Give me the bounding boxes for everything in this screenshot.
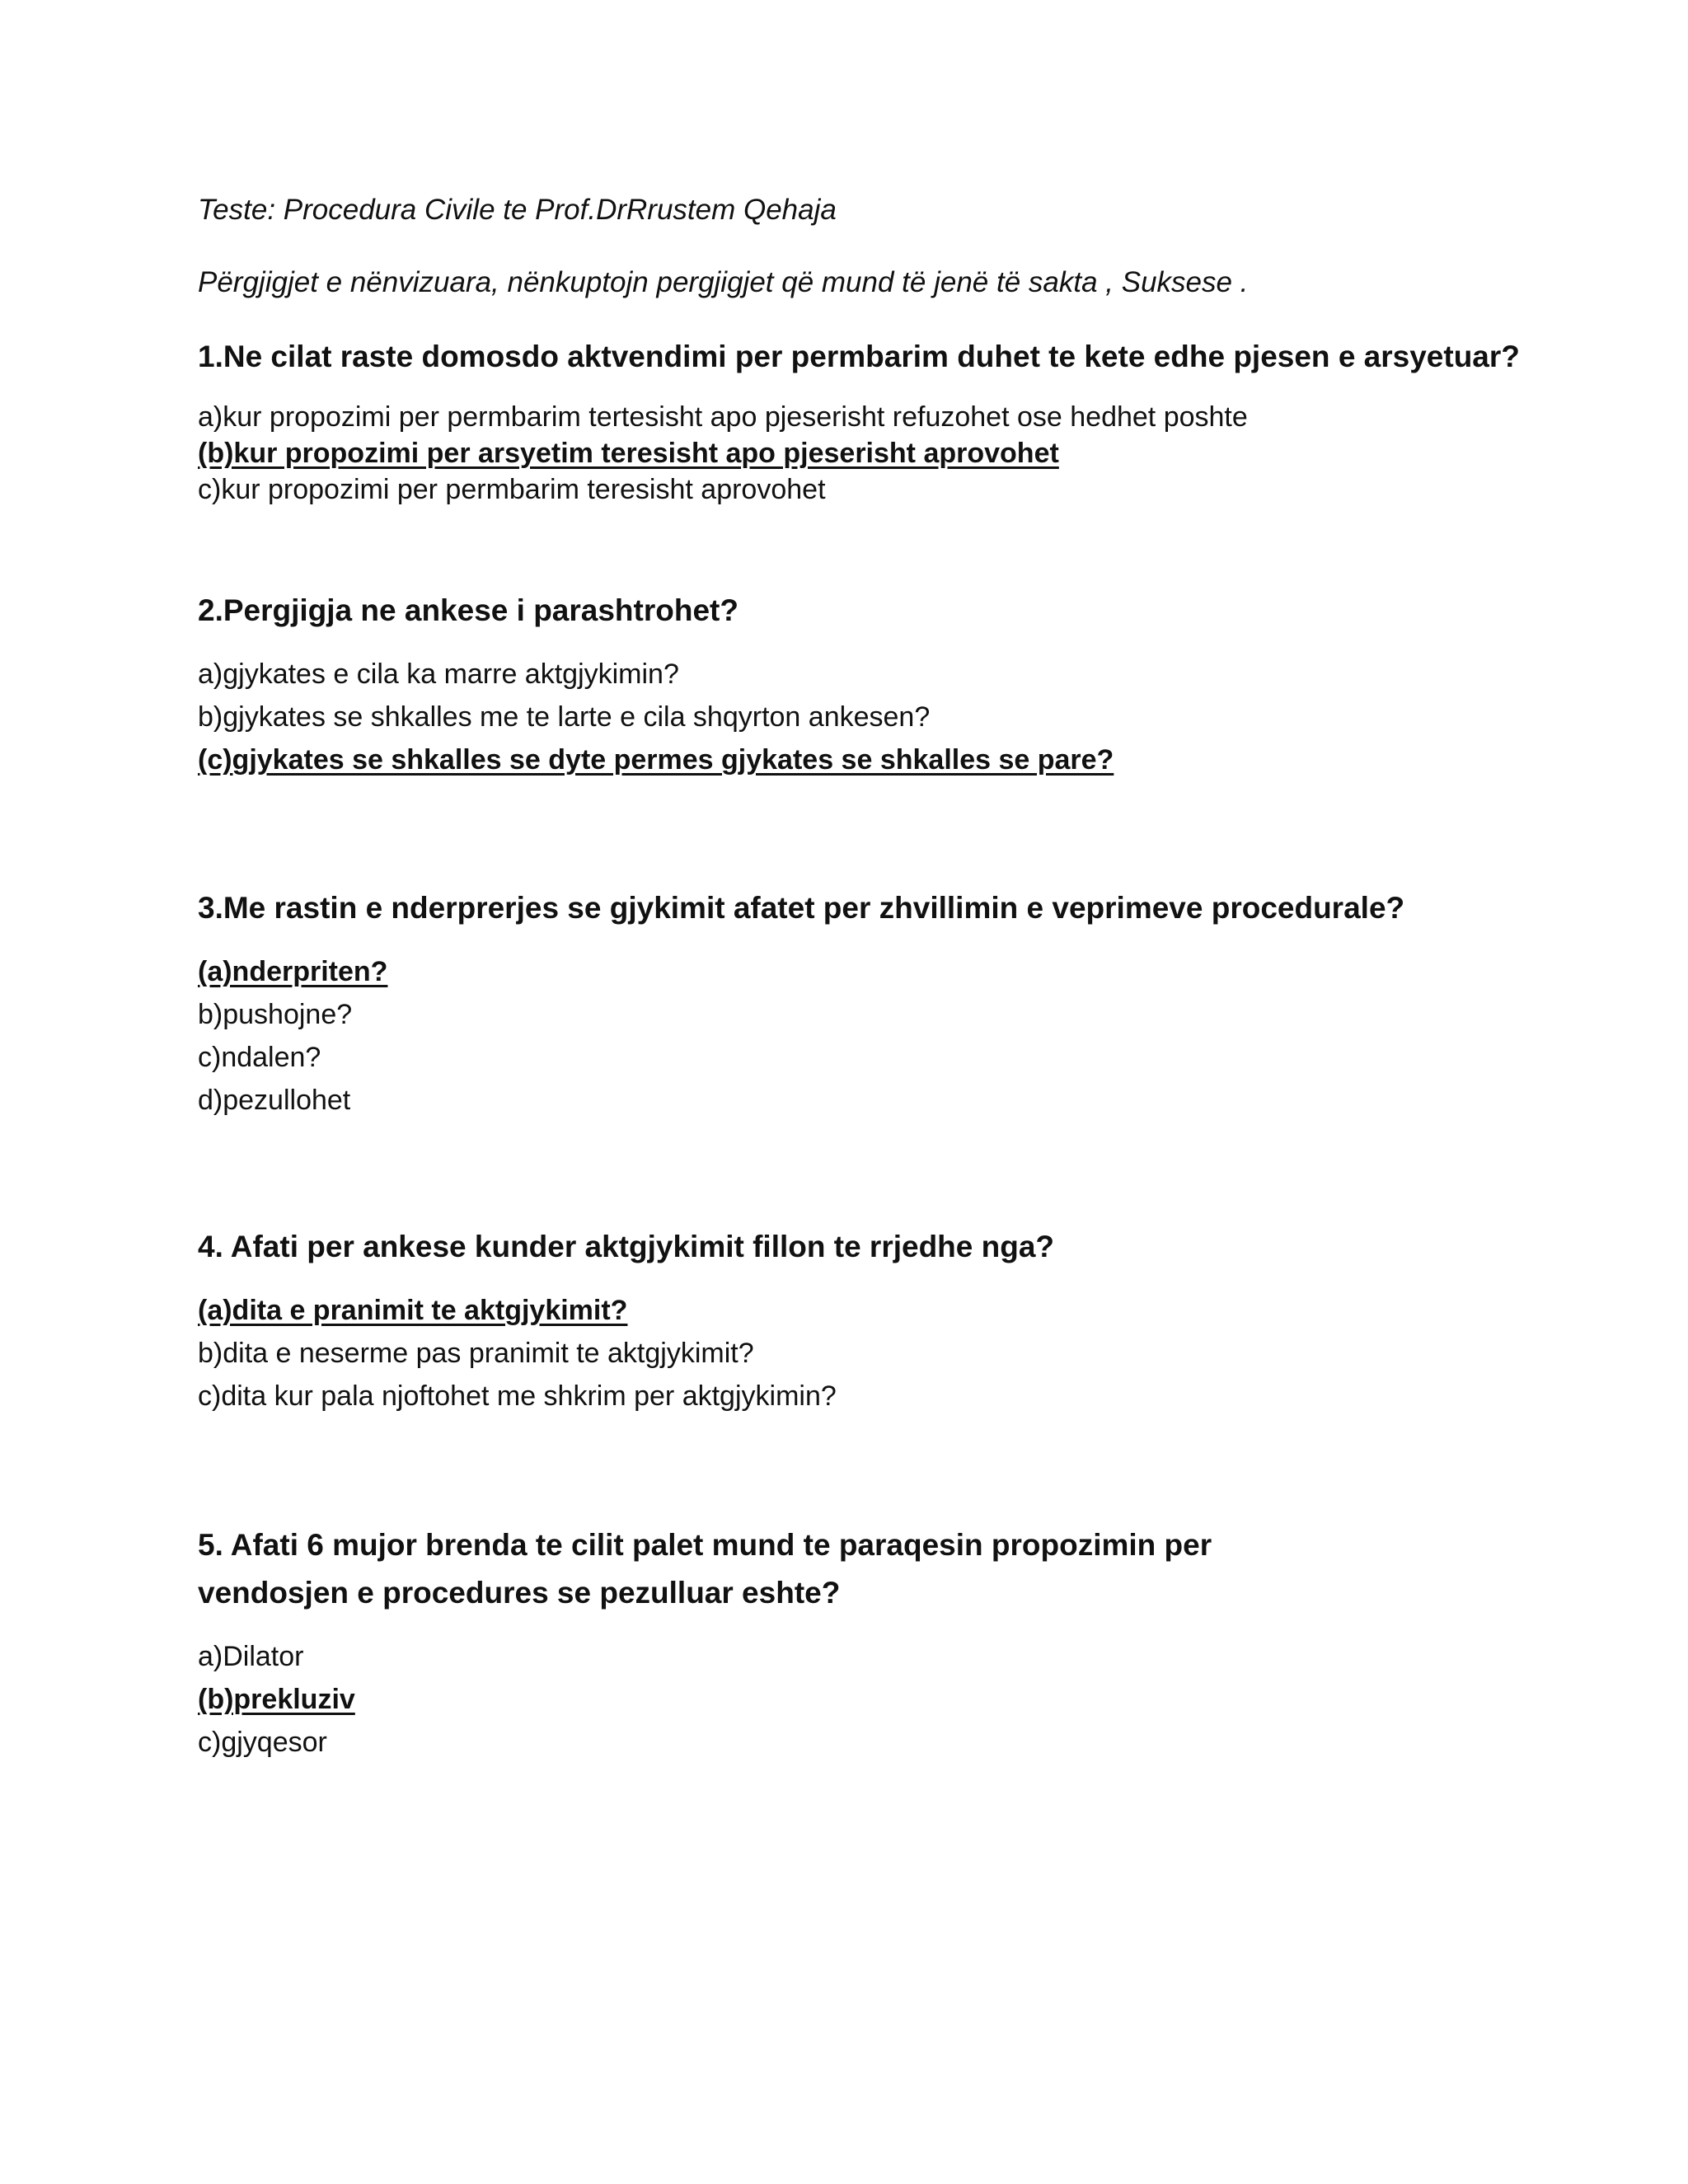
answer-list [198, 653, 1533, 781]
answer-key-note: Përgjigjet e nënvizuara, nënkuptojn pergjigjet që mund të jenë të sakta , Suksese . [198, 266, 1249, 298]
document-page [198, 0, 1550, 2184]
question-4 [198, 1223, 1533, 1418]
question-1 [198, 333, 1533, 508]
answer-option-a: a)Dilator [198, 1641, 304, 1672]
question-5 [198, 1521, 1533, 1764]
question-text: 1.Ne cilat raste domosdo aktvendimi per permbarim duhet te kete edhe pjesen e arsyetuar? [198, 340, 1520, 373]
question-text: 5. Afati 6 mujor brenda te cilit palet mund te paraqesin propozimin per vendosjen e procedures se pezulluar eshte? [198, 1528, 1212, 1610]
answer-option-c: c)gjyqesor [198, 1727, 327, 1758]
answer-option-a-correct: (a)nderpriten? [198, 956, 388, 987]
answer-option-d: d)pezullohet [198, 1085, 351, 1116]
answer-option-b-correct: (b)kur propozimi per arsyetim teresisht apo pjeserisht aprovohet [198, 438, 1059, 469]
answer-option-b-correct: (b)prekluziv [198, 1684, 355, 1715]
answer-list [198, 1289, 1533, 1418]
answer-list [198, 399, 1533, 508]
answer-option-a-correct: (a)dita e pranimit te aktgjykimit? [198, 1295, 628, 1326]
question-3 [198, 884, 1533, 1122]
answer-option-b: b)dita e neserme pas pranimit te aktgjykimit? [198, 1338, 754, 1369]
answer-list [198, 1635, 1533, 1764]
document-title: Teste: Procedura Civile te Prof.DrRrustem Qehaja [198, 194, 837, 226]
answer-option-c-correct: (c)gjykates se shkalles se dyte permes gjykates se shkalles se pare? [198, 744, 1114, 776]
answer-option-a: a)gjykates e cila ka marre aktgjykimin? [198, 658, 679, 690]
answer-option-b: b)pushojne? [198, 999, 353, 1030]
answer-option-c: c)dita kur pala njoftohet me shkrim per aktgjykimin? [198, 1380, 837, 1412]
answer-list [198, 950, 1533, 1122]
question-text: 3.Me rastin e nderprerjes se gjykimit afatet per zhvillimin e veprimeve procedurale? [198, 891, 1405, 925]
question-text: 4. Afati per ankese kunder aktgjykimit fillon te rrjedhe nga? [198, 1230, 1055, 1263]
answer-option-c: c)kur propozimi per permbarim teresisht aprovohet [198, 474, 826, 505]
answer-option-a: a)kur propozimi per permbarim tertesisht apo pjeserisht refuzohet ose hedhet poshte [198, 401, 1248, 433]
question-2 [198, 587, 1533, 781]
question-text: 2.Pergjigja ne ankese i parashtrohet? [198, 593, 738, 627]
answer-option-b: b)gjykates se shkalles me te larte e cila shqyrton ankesen? [198, 701, 931, 733]
answer-option-c: c)ndalen? [198, 1042, 321, 1073]
